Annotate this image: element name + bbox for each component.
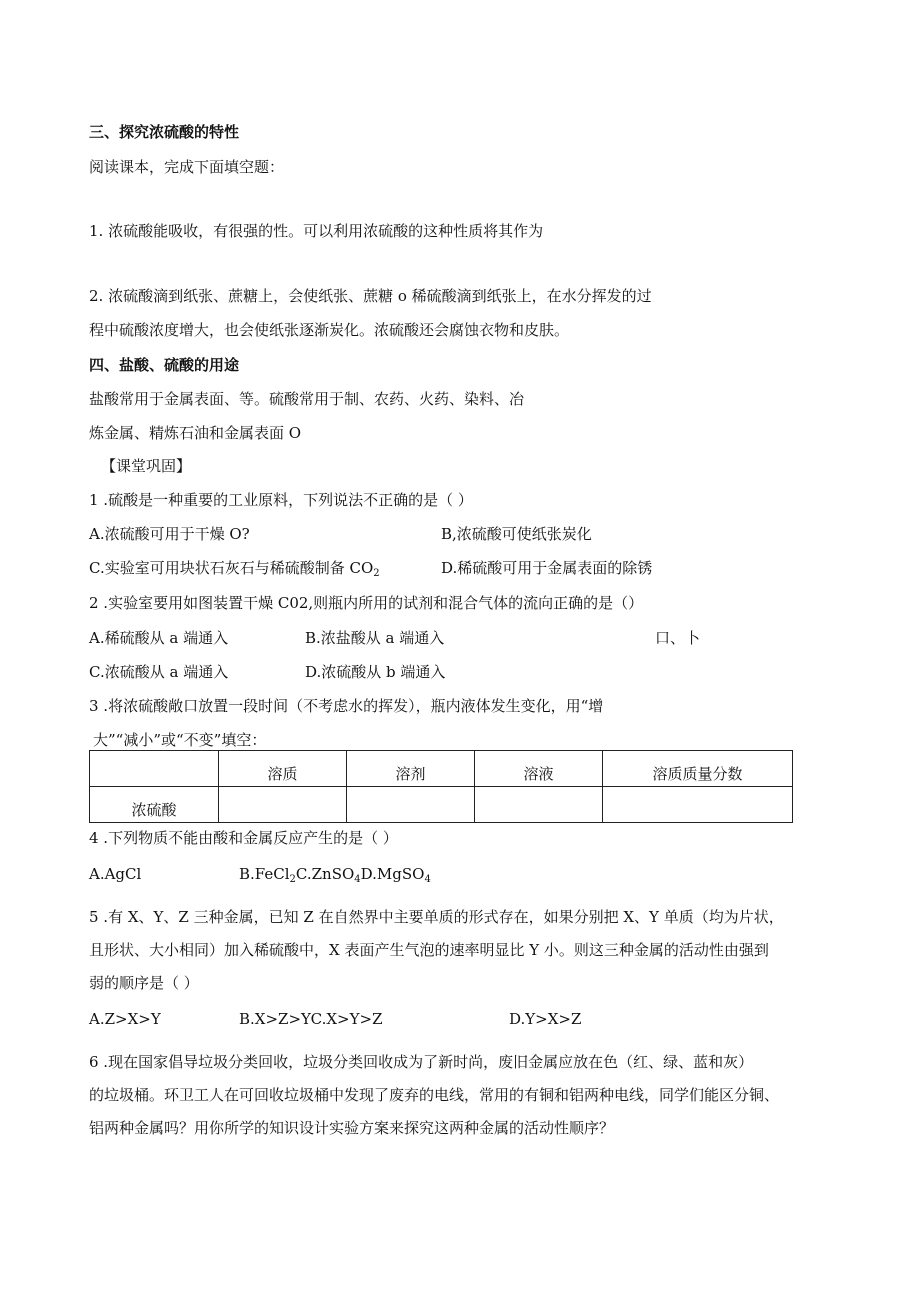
table-row-label: 浓硫酸 (90, 787, 219, 823)
table-header-mass-fraction: 溶质质量分数 (603, 751, 793, 787)
q4-option-a: A.AgCl (89, 865, 142, 883)
q5-stem-line-3: 弱的顺序是（ ） (89, 974, 199, 992)
q2-option-c: C.浓硫酸从 a 端通入 (89, 663, 229, 681)
section-3-intro: 阅读课本，完成下面填空题： (89, 158, 285, 176)
q1-option-b: B,浓硫酸可使纸张炭化 (441, 525, 592, 543)
section-4-heading: 四、盐酸、硫酸的用途 (89, 356, 240, 374)
q2-stem: 2 .实验室要用如图装置干燥 C02,则瓶内所用的试剂和混合气体的流向正确的是（） (89, 594, 644, 612)
q4-option-bcd: B.FeCl$_2$C.ZnSO$_4$D.MgSO$_4$ (239, 865, 431, 885)
q2-option-b: B.浓盐酸从 a 端通入 (305, 629, 445, 647)
q4-stem: 4 .下列物质不能由酸和金属反应产生的是（ ） (89, 829, 398, 847)
table-answer-cell[interactable] (603, 787, 793, 823)
q2-figure-label: 口、卜 (655, 629, 701, 647)
q5-stem-line-1: 5 .有 X、Y、Z 三种金属，已知 Z 在自然界中主要单质的形式存在，如果分别把 X、Y 单质（均为片状， (89, 908, 784, 926)
q6-stem-line-2: 的垃圾桶。环卫工人在可回收垃圾桶中发现了废弃的电线，常用的有铜和铝两种电线，同学们能区分铜、 (89, 1086, 780, 1104)
practice-heading: 【课堂巩固】 (101, 457, 192, 475)
q1-stem: 1 .硫酸是一种重要的工业原料，下列说法不正确的是（ ） (89, 491, 473, 509)
q1-option-d: D.稀硫酸可用于金属表面的除锈 (441, 559, 653, 577)
table-row (90, 787, 793, 823)
q5-option-bc: B.X>Z>YC.X>Y>Z (239, 1010, 383, 1028)
table-header-solution: 溶液 (475, 751, 603, 787)
section-3-item-2-line-1: 2. 浓硫酸滴到纸张、蔗糖上，会使纸张、蔗糖 o 稀硫酸滴到纸张上，在水分挥发的过 (89, 287, 652, 305)
table-header-cell (90, 751, 219, 787)
table-answer-cell[interactable] (347, 787, 475, 823)
table-answer-cell[interactable] (219, 787, 347, 823)
table-header-solvent: 溶剂 (347, 751, 475, 787)
q5-stem-line-2: 且形状、大小相同）加入稀硫酸中，X 表面产生气泡的速率明显比 Y 小。则这三种金属的活动性由强到 (89, 941, 769, 959)
section-4-line-1: 盐酸常用于金属表面、等。硫酸常用于制、农药、火药、染料、冶 (89, 390, 525, 408)
table-header-solute: 溶质 (219, 751, 347, 787)
section-3-heading: 三、探究浓硫酸的特性 (89, 123, 240, 141)
q5-option-a: A.Z>X>Y (89, 1010, 161, 1028)
q1-option-a: A.浓硫酸可用于干燥 O? (89, 525, 250, 543)
section-3-item-2-line-2: 程中硫酸浓度增大，也会使纸张逐渐炭化。浓硫酸还会腐蚀衣物和皮肤。 (89, 321, 570, 339)
q3-stem-line-1: 3 .将浓硫酸敞口放置一段时间（不考虑水的挥发），瓶内液体发生变化，用“增 (89, 697, 604, 715)
q3-answer-table (89, 750, 793, 823)
q6-stem-line-3: 铝两种金属吗？用你所学的知识设计实验方案来探究这两种金属的活动性顺序？ (89, 1119, 615, 1137)
q1-option-c: C.实验室可用块状石灰石与稀硫酸制备 $CO_2$ (89, 559, 380, 579)
table-header-row (90, 751, 793, 787)
q6-stem-line-1: 6 .现在国家倡导垃圾分类回收，垃圾分类回收成为了新时尚，废旧金属应放在色（红、绿、蓝和灰） (89, 1053, 754, 1071)
q2-option-a: A.稀硫酸从 a 端通入 (89, 629, 229, 647)
q5-option-d: D.Y>X>Z (509, 1010, 582, 1028)
section-3-item-1: 1. 浓硫酸能吸收，有很强的性。可以利用浓硫酸的这种性质将其作为 (89, 222, 544, 240)
q3-stem-line-2: 大”“减小”或“不变”填空： (93, 731, 267, 749)
table-answer-cell[interactable] (475, 787, 603, 823)
q2-option-d: D.浓硫酸从 b 端通入 (305, 663, 446, 681)
section-4-line-2: 炼金属、精炼石油和金属表面 O (89, 424, 302, 442)
